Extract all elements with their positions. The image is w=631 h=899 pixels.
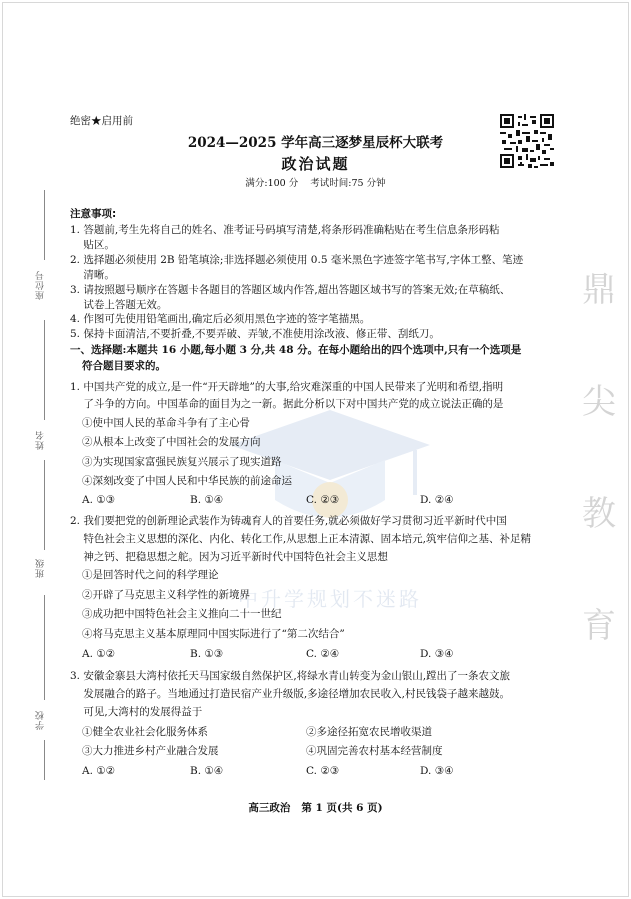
option-a[interactable]: A. ①② xyxy=(82,648,116,660)
option-a[interactable]: A. ①② xyxy=(82,765,116,777)
exam-subject: 政治试题 xyxy=(281,155,350,173)
option-d[interactable]: D. ②④ xyxy=(420,494,454,506)
question-stem: 神之钙、把稳思想之舵。因为习近平新时代中国特色社会主义思想 xyxy=(70,551,388,563)
question-stem: 1. 中国共产党的成立,是一件“开天辟地”的大事,给灾难深重的中国人民带来了光明和希望,指明 xyxy=(70,381,504,393)
watermark-char-4: 育 xyxy=(582,606,616,646)
question-item: ①是回答时代之问的科学理论 xyxy=(82,569,219,581)
notes-line: 3. 请按照题号顺序在答题卡各题目的答题区域内作答,超出答题区域书写的答案无效;在草稿纸、 xyxy=(70,284,511,296)
question-stem: 2. 我们要把党的创新理论武装作为铸魂育人的首要任务,就必须做好学习贯彻习近平新时代中国 xyxy=(70,515,507,527)
question-item: ③为实现国家富强民族复兴展示了现实道路 xyxy=(82,456,282,468)
exam-meta: 满分:100 分 考试时间:75 分钟 xyxy=(245,178,386,189)
question-item: ②开辟了马克思主义科学性的新境界 xyxy=(82,589,250,601)
binding-name-label: 姓名 xyxy=(36,430,46,450)
question-item: ④将马克思主义基本原理同中国实际进行了“第二次结合” xyxy=(82,628,345,640)
binding-line xyxy=(44,595,45,700)
binding-line xyxy=(44,320,45,420)
exam-title: 2024—2025 学年高三逐梦星辰杯大联考 xyxy=(187,135,444,151)
notes-line: 1. 答题前,考生先将自己的姓名、准考证号码填写清楚,将条形码准确粘贴在考生信息条形码粘 xyxy=(70,224,500,236)
binding-line xyxy=(44,190,45,260)
notes-line: 4. 作图可先使用铅笔画出,确定后必须用黑色字迹的签字笔描黑。 xyxy=(70,313,371,325)
watermark-slogan: 中升学规划不迷路 xyxy=(238,587,422,611)
notes-heading: 注意事项: xyxy=(70,208,117,220)
question-item: ④深刻改变了中国人民和中华民族的前途命运 xyxy=(82,475,292,487)
watermark-char-2: 尖 xyxy=(582,382,616,422)
qr-code[interactable] xyxy=(500,114,554,168)
watermark-char-3: 教 xyxy=(582,494,616,534)
notes-line: 5. 保持卡面清洁,不要折叠,不要弄破、弄皱,不准使用涂改液、修正带、刮纸刀。 xyxy=(70,328,440,340)
watermark-char-1: 鼎 xyxy=(582,270,616,310)
option-b[interactable]: B. ①③ xyxy=(190,648,224,660)
page-footer: 高三政治 第 1 页(共 6 页) xyxy=(248,802,383,814)
notes-line: 2. 选择题必须使用 2B 铅笔填涂;非选择题必须使用 0.5 毫米黑色字迹签字笔书写,字体工整、笔迹 xyxy=(70,254,524,266)
option-d[interactable]: D. ③④ xyxy=(420,648,454,660)
option-c[interactable]: C. ②④ xyxy=(306,648,340,660)
option-a[interactable]: A. ①③ xyxy=(82,494,116,506)
binding-line xyxy=(44,740,45,780)
notes-line: 试卷上答题无效。 xyxy=(70,299,168,311)
notes-line: 清晰。 xyxy=(70,269,115,281)
question-stem: 3. 安徽金寨县大湾村依托天马国家级自然保护区,将绿水青山转变为金山银山,蹚出了一条农文旅 xyxy=(70,670,511,682)
question-item: ②从根本上改变了中国社会的发展方向 xyxy=(82,436,261,448)
question-stem: 特色社会主义思想的深化、内化、转化工作,从思想上正本清源、固本培元,筑牢信仰之基、补足精 xyxy=(70,533,532,545)
question-item: ①使中国人民的革命斗争有了主心骨 xyxy=(82,417,250,429)
option-b[interactable]: B. ①④ xyxy=(190,494,224,506)
question-item: ④巩固完善农村基本经营制度 xyxy=(306,745,443,757)
binding-class-label: 班级 xyxy=(36,558,46,578)
question-item: ③成功把中国特色社会主义推向二十一世纪 xyxy=(82,608,282,620)
section-heading: 一、选择题:本题共 16 小题,每小题 3 分,共 48 分。在每小题给出的四个选项中,只有一个选项是 xyxy=(70,344,522,356)
binding-seat-label: 座位号 xyxy=(36,270,46,300)
question-item: ①健全农业社会化服务体系 xyxy=(82,726,208,738)
binding-line xyxy=(44,460,45,550)
option-c[interactable]: C. ②③ xyxy=(306,494,340,506)
question-stem: 了斗争的方向。中国革命的面目为之一新。据此分析以下对中国共产党的成立说法正确的是 xyxy=(70,398,504,410)
option-d[interactable]: D. ③④ xyxy=(420,765,454,777)
question-stem: 可见,大湾村的发展得益于 xyxy=(70,706,203,718)
option-b[interactable]: B. ①④ xyxy=(190,765,224,777)
question-item: ②多途径拓宽农民增收渠道 xyxy=(306,726,432,738)
binding-school-label: 学校 xyxy=(36,710,46,730)
question-item: ③大力推进乡村产业融合发展 xyxy=(82,745,219,757)
confidential-label: 绝密★启用前 xyxy=(70,115,133,127)
option-c[interactable]: C. ②③ xyxy=(306,765,340,777)
question-stem: 发展融合的路子。当地通过打造民宿产业升级版,多途径增加农民收入,村民钱袋子越来越鼓。 xyxy=(70,688,511,700)
section-heading-cont: 符合题目要求的。 xyxy=(82,360,166,372)
notes-line: 贴区。 xyxy=(70,239,115,251)
